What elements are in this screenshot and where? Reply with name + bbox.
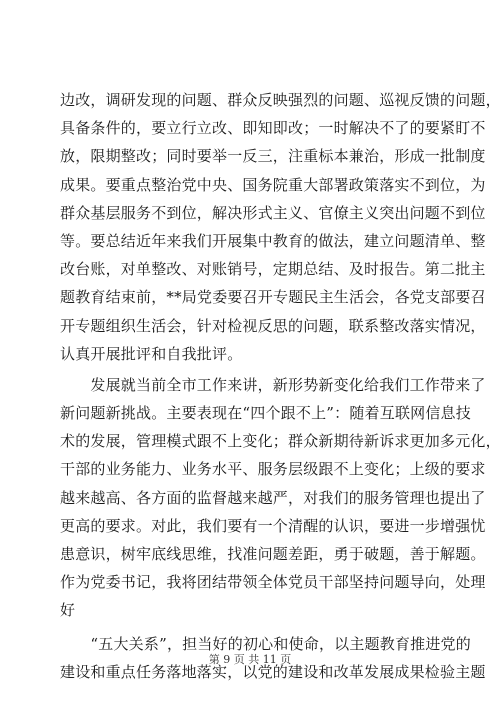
text-line: 成果。要重点整治党中央、国务院重大部署政策落实不到位，为	[60, 175, 486, 194]
text-line: 开专题组织生活会，针对检视反思的问题，联系整改落实情况，	[60, 316, 486, 335]
text-line: “五大关系”，担当好的初心和使命，以主题教育推进党的	[60, 634, 471, 653]
text-line: 放，限期整改；同时要举一反三，注重标本兼治，形成一批制度	[60, 147, 486, 166]
text-line: 更高的要求。对此，我们要有一个清醒的认识，要进一步增强忧	[60, 516, 486, 535]
text-line: 认真开展批评和自我批评。	[60, 344, 243, 363]
text-line: 干部的业务能力、业务水平、服务层级跟不上变化；上级的要求	[60, 460, 486, 479]
text-line: 等。要总结近年来我们开展集中教育的做法，建立问题清单、整	[60, 231, 486, 250]
text-line: 患意识，树牢底线思维，找准问题差距，勇于破题，善于解题。	[60, 545, 486, 563]
document-body	[60, 86, 501, 686]
text-line: 发展就当前全市工作来讲，新形势新变化给我们工作带来了	[60, 375, 486, 394]
page-number-footer: 第 9 页 共 11 页	[208, 653, 292, 666]
paragraph-1	[60, 86, 501, 368]
text-line: 作为党委书记，我将团结带领全体党员干部坚持问题导向，处理	[60, 573, 486, 592]
text-line: 改台账，对单整改、对账销号，定期总结、及时报告。第二批主	[60, 260, 486, 279]
text-line: 术的发展，管理模式跟不上变化；群众新期待新诉求更加多元化，	[60, 432, 501, 451]
text-line: 题教育结束前，**局党委要召开专题民主生活会，各党支部要召	[60, 288, 486, 307]
text-line: 越来越高、各方面的监督越来越严，对我们的服务管理也提出了	[60, 488, 486, 507]
text-line: 好	[60, 601, 76, 620]
text-line: 边改，调研发现的问题、群众反映强烈的问题、巡视反馈的问题，	[60, 91, 501, 109]
text-line: 具备条件的，要立行立改、即知即改；一时解决不了的要紧盯不	[60, 119, 486, 138]
paragraph-2	[60, 371, 501, 625]
text-line: 建设和重点任务落地落实，以党的建设和改革发展成果检验主题	[60, 662, 486, 681]
text-line: 群众基层服务不到位，解决形式主义、官僚主义突出问题不到位	[60, 203, 486, 222]
text-line: 新问题新挑战。主要表现在“四个跟不上”：随着互联网信息技	[60, 404, 471, 423]
